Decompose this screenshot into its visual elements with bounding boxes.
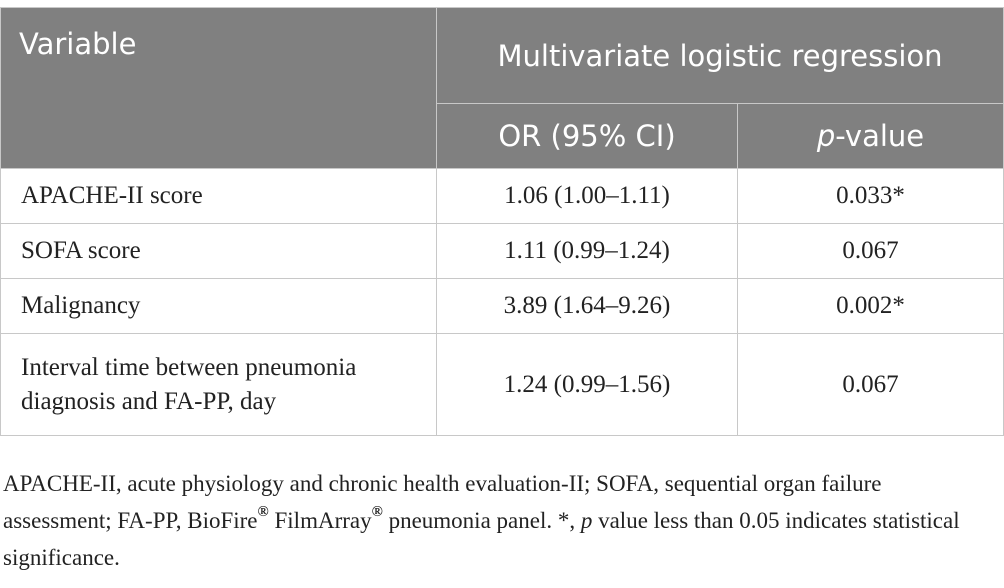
table-body	[1, 169, 1004, 436]
variable-cell: SOFA score	[1, 224, 437, 279]
p-value-column-header	[738, 104, 1004, 169]
or-ci-cell: 1.06 (1.00–1.11)	[437, 169, 738, 224]
footnote-text-part1: APACHE-II, acute physiology and chronic health evaluation-II; SOFA, sequential organ failure assessment; FA-PP, BioFire	[3, 471, 882, 533]
or-ci-cell: 3.89 (1.64–9.26)	[437, 279, 738, 334]
p-value-cell: 0.002*	[738, 279, 1004, 334]
registered-mark: ®	[371, 504, 383, 521]
or-ci-cell: 1.11 (0.99–1.24)	[437, 224, 738, 279]
table-row	[1, 169, 1004, 224]
table-row	[1, 279, 1004, 334]
footnote-p-italic: p	[580, 508, 593, 533]
header-row-1	[1, 8, 1004, 104]
table-row	[1, 334, 1004, 436]
variable-cell: APACHE-II score	[1, 169, 437, 224]
footnote-text-part3: pneumonia panel. *,	[382, 508, 581, 533]
footnote-text-part2: FilmArray	[268, 508, 372, 533]
variable-cell: Malignancy	[1, 279, 437, 334]
results-table-container	[0, 7, 1003, 436]
or-ci-cell: 1.24 (0.99–1.56)	[437, 334, 738, 436]
footnote-text-part4: value less than 0.05 indicates statistical significance.	[3, 508, 960, 570]
multivariate-regression-table	[0, 7, 1004, 436]
variable-cell: Interval time between pneumonia diagnosis and FA-PP, day	[1, 334, 437, 436]
table-header	[1, 8, 1004, 169]
variable-column-header: Variable	[1, 8, 437, 169]
table-row	[1, 224, 1004, 279]
p-italic-label: p	[816, 119, 836, 153]
regression-group-header: Multivariate logistic regression	[437, 8, 1004, 104]
p-value-cell: 0.067	[738, 334, 1004, 436]
registered-mark: ®	[257, 504, 269, 521]
p-value-suffix-label: -value	[835, 119, 925, 153]
or-ci-column-header: OR (95% CI)	[437, 104, 738, 169]
table-footnote	[3, 465, 993, 576]
p-value-cell: 0.067	[738, 224, 1004, 279]
p-value-cell: 0.033*	[738, 169, 1004, 224]
